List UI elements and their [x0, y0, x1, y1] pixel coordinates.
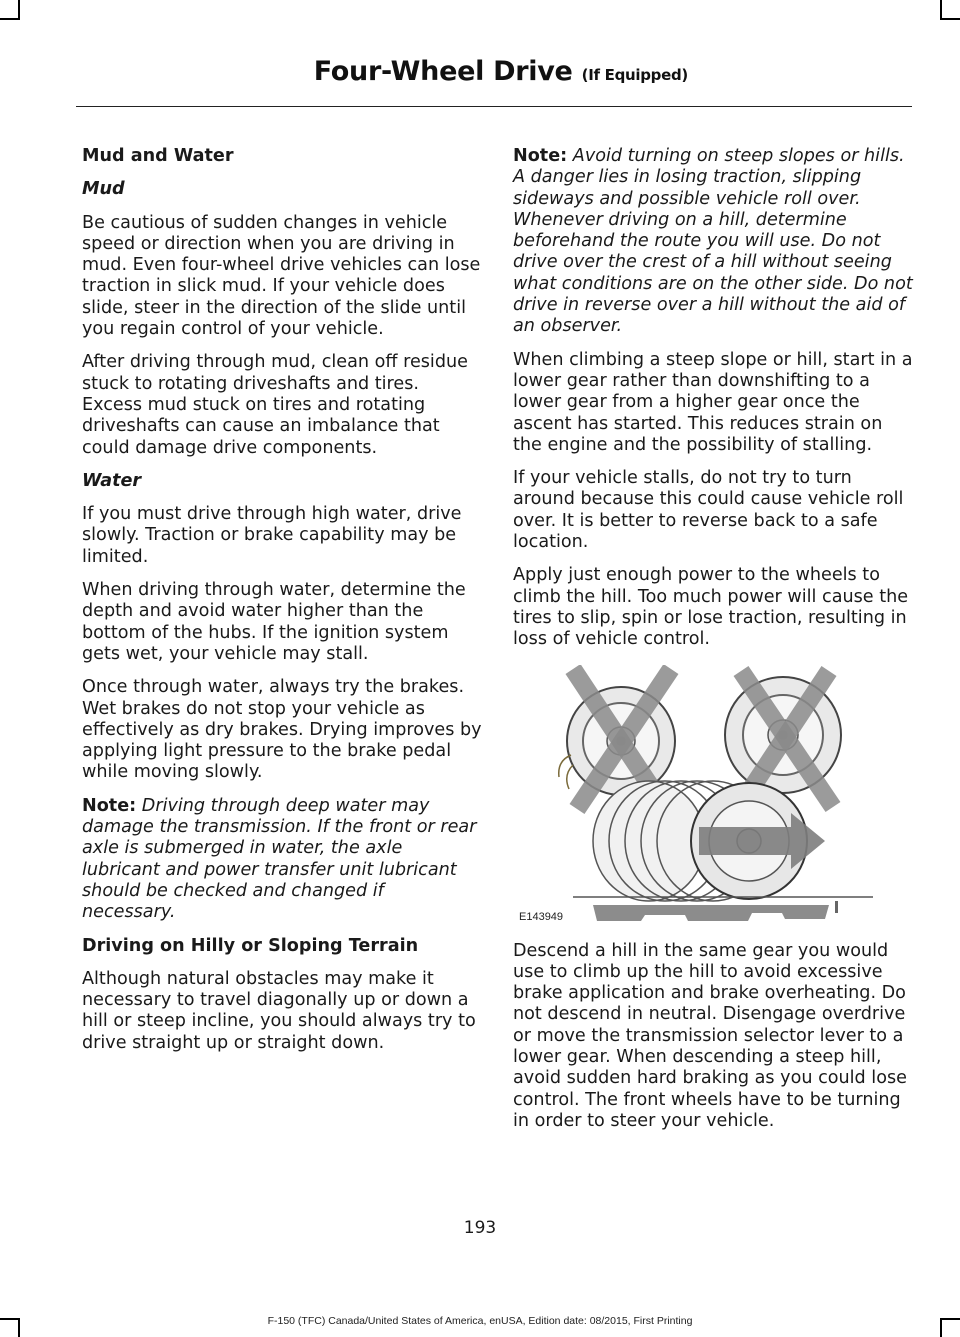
left-column — [82, 146, 482, 1066]
note-label: Note: — [82, 795, 137, 816]
section-heading-mud-and-water: Mud and Water — [82, 146, 234, 166]
crop-mark-top-left — [0, 18, 20, 20]
section-heading-hilly-terrain: Driving on Hilly or Sloping Terrain — [82, 935, 419, 956]
subheading-mud: Mud — [82, 179, 125, 200]
paragraph: When climbing a steep slope or hill, start in a lower gear rather than downshifting to a lower gear from a higher gear once the ascent has started. This reduces strain on the engine and the possibility of stalling. — [513, 349, 913, 455]
header-rule — [76, 106, 912, 107]
subheading-water: Water — [82, 470, 142, 491]
note-paragraph — [513, 146, 913, 338]
footer-text: F-150 (TFC) Canada/United States of America, enUSA, Edition date: 08/2015, First Printing — [267, 1315, 693, 1327]
figure-id: E143949 — [519, 910, 564, 923]
paragraph: Apply just enough power to the wheels to climb the hill. Too much power will cause the tires to slip, spin or lose traction, resulting in loss of vehicle control. — [513, 565, 909, 650]
page-header-title — [314, 56, 688, 87]
page-number: 193 — [463, 1218, 497, 1238]
paragraph: If your vehicle stalls, do not try to turn around because this could cause vehicle roll over. It is better to reverse back to a safe location. — [513, 468, 904, 553]
paragraph: Be cautious of sudden changes in vehicle speed or direction when you are driving in mud. Even four-wheel drive vehicles can lose traction in slick mud. If your vehicle does slide, steer in the direction of the slide until you regain control of your vehicle. — [82, 212, 481, 340]
paragraph: Although natural obstacles may make it necessary to travel diagonally up or down a hill or steep incline, you should always try to drive straight up or straight down. — [82, 968, 476, 1053]
chapter-title-suffix: (If Equipped) — [581, 66, 688, 84]
wheel-illustration-svg — [513, 665, 913, 927]
chapter-title: Four-Wheel Drive — [313, 56, 573, 87]
wheel-spin-illustration — [513, 665, 913, 927]
note-paragraph — [82, 796, 482, 924]
note-label: Note: — [513, 146, 568, 166]
note-text: Driving through deep water may damage the transmission. If the front or rear axle is submerged in water, the axle lubricant and power transfer unit lubricant should be checked and changed if necessary. — [82, 795, 477, 923]
paragraph: Descend a hill in the same gear you would use to climb up the hill to avoid excessive brake application and brake overheating. Do not descend in neutral. Disengage overdrive or move the transmission selector lever to a lower gear. When descending a steep hill, avoid sudden hard braking as you could lose control. The front wheels have to be turning in order to steer your vehicle. — [513, 940, 907, 1131]
right-column — [513, 146, 913, 1144]
paragraph: If you must drive through high water, drive slowly. Traction or brake capability may be limited. — [82, 504, 462, 567]
crop-mark-top-left-v — [18, 0, 20, 20]
paragraph: When driving through water, determine the depth and avoid water higher than the bottom of the hubs. If the ignition system gets wet, your vehicle may stall. — [82, 580, 466, 664]
crop-mark-top-right — [940, 18, 960, 20]
crop-mark-top-right-v — [940, 0, 942, 20]
paragraph: Once through water, always try the brakes. Wet brakes do not stop your vehicle as effectively as dry brakes. Drying improves by applying light pressure to the brake pedal while moving slowly. — [82, 677, 482, 783]
note-text: Avoid turning on steep slopes or hills. A danger lies in losing traction, slipping sideways and possible vehicle roll over. Whenever driving on a hill, determine beforehand the route you will use. Do not drive over the crest of a hill without seeing what conditions are on the other side. Do not drive in reverse over a hill without the aid of an observer. — [513, 146, 913, 337]
paragraph: After driving through mud, clean off residue stuck to rotating driveshafts and tires. Excess mud stuck on tires and rotating driveshafts can cause an imbalance that could damage drive components. — [82, 352, 468, 458]
